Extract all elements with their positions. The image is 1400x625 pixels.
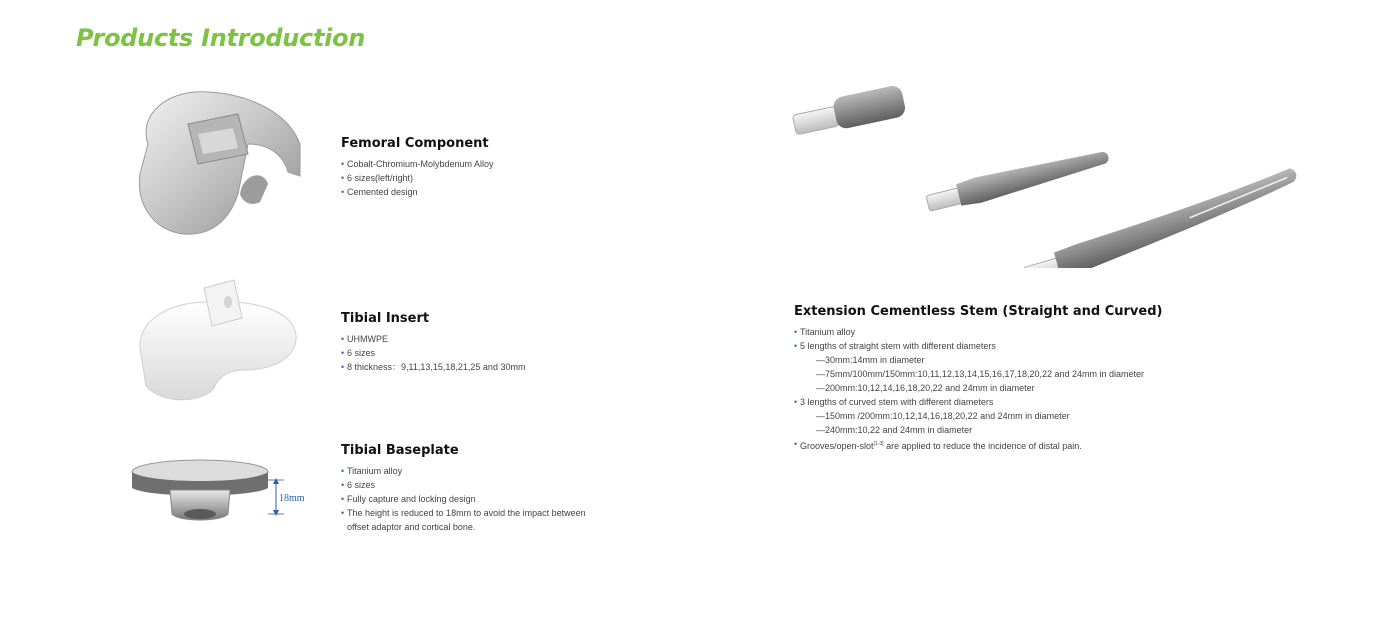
tibial-baseplate-title: Tibial Baseplate <box>341 443 459 458</box>
tibial-baseplate-image <box>128 454 318 528</box>
list-item: • 5 lengths of straight stem with different diameters <box>794 339 1162 353</box>
citation-marker: [1-3] <box>873 441 884 447</box>
tibial-insert-image <box>134 278 304 408</box>
list-item-detail: —75mm/100mm/150mm:10,11,12,13,14,15,16,17,18,20,22 and 24mm in diameter <box>816 369 1145 379</box>
list-item: • 6 sizes <box>341 478 586 492</box>
tibial-insert-title: Tibial Insert <box>341 311 430 326</box>
list-item: • UHMWPE <box>341 332 525 346</box>
grooves-text: Grooves/open-slot <box>800 441 874 451</box>
list-item-continuation: offset adaptor and cortical bone. <box>347 522 476 532</box>
list-item: • 6 sizes(left/right) <box>341 171 494 185</box>
list-item <box>794 437 1162 453</box>
list-item: • 8 thickness：9,11,13,15,18,21,25 and 30mm <box>341 360 525 374</box>
extension-stem-title: Extension Cementless Stem (Straight and Curved) <box>794 304 1163 319</box>
extension-stem-section <box>794 304 1162 453</box>
list-item: • Titanium alloy <box>341 464 586 478</box>
list-item: • Titanium alloy <box>794 325 1162 339</box>
list-item: • 3 lengths of curved stem with different diameters <box>794 395 1162 409</box>
femoral-component-section <box>341 136 494 199</box>
extension-stems-image <box>786 78 1306 268</box>
list-item-detail: —240mm:10,22 and 24mm in diameter <box>816 425 973 435</box>
page-title: Products Introduction <box>76 24 366 52</box>
femoral-feature-list <box>341 157 494 199</box>
tibial-insert-section <box>341 311 525 374</box>
list-item: • Cobalt-Chromium-Molybdenum Alloy <box>341 157 494 171</box>
list-item-detail: —30mm:14mm in diameter <box>816 355 925 365</box>
extension-stem-feature-list <box>794 325 1162 453</box>
tibial-baseplate-feature-list <box>341 464 586 534</box>
femoral-component-title: Femoral Component <box>341 136 489 151</box>
list-item-detail: —200mm:10,12,14,16,18,20,22 and 24mm in diameter <box>816 383 1035 393</box>
baseplate-dimension-label: 18mm <box>279 493 305 504</box>
list-item-detail: —150mm /200mm:10,12,14,16,18,20,22 and 24mm in diameter <box>816 411 1070 421</box>
femoral-component-image <box>128 84 308 242</box>
tibial-insert-feature-list <box>341 332 525 374</box>
list-item: • 6 sizes <box>341 346 525 360</box>
list-item: • The height is reduced to 18mm to avoid the impact between <box>341 506 586 520</box>
list-item: • Cemented design <box>341 185 494 199</box>
list-item: • Fully capture and locking design <box>341 492 586 506</box>
tibial-baseplate-section <box>341 443 586 534</box>
grooves-text-end: are applied to reduce the incidence of distal pain. <box>886 441 1082 451</box>
